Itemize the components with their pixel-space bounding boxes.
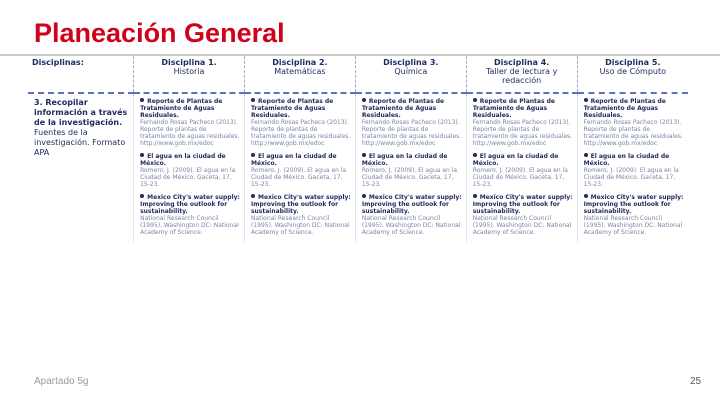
reference-body: National Research Council (1995). Washington DC: National Academy of Science. bbox=[361, 215, 461, 236]
bullet-icon bbox=[362, 153, 366, 157]
reference-title: El agua en la ciudad de México. bbox=[472, 153, 559, 167]
reference-body: Romero, J. (2009). El agua en la Ciudad de México. Gaceta, 17, 15-23. bbox=[583, 167, 679, 188]
reference-title: El agua en la ciudad de México. bbox=[361, 153, 448, 167]
slide-title: Planeación General bbox=[34, 18, 285, 48]
header-discipline-4 bbox=[466, 56, 577, 93]
reference-item bbox=[140, 194, 240, 236]
reference-body: National Research Council (1995). Washington DC: National Academy of Science. bbox=[472, 215, 572, 236]
bullet-icon bbox=[584, 194, 588, 198]
reference-title: Mexico City's water supply: Improving the outlook for sustainability. bbox=[583, 194, 684, 215]
sources-cell-discipline-3 bbox=[355, 93, 466, 242]
discipline-name: Disciplina 3. bbox=[383, 58, 439, 67]
reference-item bbox=[584, 153, 684, 188]
discipline-name: Disciplina 2. bbox=[272, 58, 328, 67]
bullet-icon bbox=[584, 98, 588, 102]
reference-item bbox=[473, 194, 573, 236]
reference-item bbox=[251, 98, 351, 147]
reference-title: Reporte de Plantas de Tratamiento de Aguas Residuales. bbox=[250, 98, 334, 119]
reference-body: Romero, J. (2009). El agua en la Ciudad de México. Gaceta, 17, 15-23. bbox=[250, 167, 347, 188]
reference-item bbox=[251, 153, 351, 188]
header-corner bbox=[28, 56, 134, 93]
bullet-icon bbox=[473, 153, 477, 157]
planning-sheet bbox=[28, 56, 688, 383]
reference-title: Reporte de Plantas de Tratamiento de Aguas Residuales. bbox=[140, 98, 223, 119]
bullet-icon bbox=[140, 153, 144, 157]
bullet-icon bbox=[251, 98, 255, 102]
header-discipline-5 bbox=[577, 56, 688, 93]
reference-title: Reporte de Plantas de Tratamiento de Aguas Residuales. bbox=[583, 98, 666, 119]
reference-item bbox=[140, 153, 240, 188]
bullet-icon bbox=[251, 194, 255, 198]
discipline-name: Disciplina 4. bbox=[493, 58, 550, 67]
bullet-icon bbox=[251, 153, 255, 157]
sources-cell-discipline-2 bbox=[244, 93, 355, 242]
reference-item bbox=[584, 194, 684, 236]
bullet-icon bbox=[473, 194, 477, 198]
reference-body: National Research Council (1995). Washington DC: National Academy of Science. bbox=[250, 215, 350, 236]
discipline-name: Disciplina 5. bbox=[605, 58, 661, 67]
reference-body: National Research Council (1995). Washington DC: National Academy of Science. bbox=[583, 215, 683, 236]
reference-body: National Research Council (1995). Washington DC: National Academy of Science. bbox=[140, 215, 239, 236]
reference-title: El agua en la ciudad de México. bbox=[140, 153, 226, 167]
reference-title: Mexico City's water supply: Improving the outlook for sustainability. bbox=[361, 194, 462, 215]
sources-cell-discipline-5 bbox=[577, 93, 688, 242]
page-number: 25 bbox=[690, 376, 702, 387]
row-label-text: Fuentes de la investigación. Formato APA bbox=[34, 128, 126, 157]
reference-body: Fernando Rosas Pacheco (2013). Reporte de plantas de tratamiento de aguas residuales. http://www.gob.mx/edoc bbox=[361, 119, 462, 147]
reference-item bbox=[584, 98, 684, 147]
reference-item bbox=[362, 194, 462, 236]
reference-body: Fernando Rosas Pacheco (2013). Reporte de plantas de tratamiento de aguas residuales. http://www.gob.mx/edoc bbox=[250, 119, 351, 147]
row-label-heading: 3. Recopilar información a través de la investigación. bbox=[34, 98, 128, 127]
reference-body: Fernando Rosas Pacheco (2013). Reporte de plantas de tratamiento de aguas residuales. http://www.gob.mx/edoc bbox=[583, 119, 683, 147]
reference-item bbox=[473, 98, 573, 147]
discipline-subject: Uso de Cómputo bbox=[599, 67, 667, 76]
header-row bbox=[28, 56, 688, 93]
reference-body: Romero, J. (2009). El agua en la Ciudad de México. Gaceta, 17, 15-23. bbox=[472, 167, 568, 188]
reference-title: Mexico City's water supply: Improving the outlook for sustainability. bbox=[140, 194, 240, 215]
reference-body: Romero, J. (2009). El agua en la Ciudad de México. Gaceta, 17, 15-23. bbox=[140, 167, 236, 188]
bullet-icon bbox=[362, 194, 366, 198]
reference-item bbox=[473, 153, 573, 188]
reference-body: Romero, J. (2009). El agua en la Ciudad de México. Gaceta, 17, 15-23. bbox=[361, 167, 458, 188]
reference-item bbox=[362, 98, 462, 147]
header-corner-label: Disciplinas: bbox=[32, 58, 84, 67]
reference-title: El agua en la ciudad de México. bbox=[583, 153, 670, 167]
planning-table bbox=[28, 56, 688, 242]
row-label-cell bbox=[28, 93, 134, 242]
discipline-subject: Historia bbox=[173, 67, 205, 76]
bullet-icon bbox=[584, 153, 588, 157]
bullet-icon bbox=[140, 194, 144, 198]
reference-item bbox=[362, 153, 462, 188]
bullet-icon bbox=[473, 98, 477, 102]
header-discipline-3 bbox=[355, 56, 466, 93]
bullet-icon bbox=[362, 98, 366, 102]
footer-section-label: Apartado 5g bbox=[34, 376, 89, 387]
row-label bbox=[34, 98, 129, 158]
discipline-subject: Taller de lectura y redacción bbox=[485, 67, 558, 85]
reference-item bbox=[140, 98, 240, 147]
sources-cell-discipline-1 bbox=[134, 93, 245, 242]
reference-title: Mexico City's water supply: Improving the outlook for sustainability. bbox=[250, 194, 351, 215]
reference-title: Reporte de Plantas de Tratamiento de Aguas Residuales. bbox=[361, 98, 445, 119]
bullet-icon bbox=[140, 98, 144, 102]
discipline-subject: Matemáticas bbox=[274, 67, 326, 76]
reference-title: El agua en la ciudad de México. bbox=[250, 153, 337, 167]
reference-title: Reporte de Plantas de Tratamiento de Aguas Residuales. bbox=[472, 98, 555, 119]
reference-body: Fernando Rosas Pacheco (2013). Reporte de plantas de tratamiento de aguas residuales. http://www.gob.mx/edoc bbox=[140, 119, 240, 147]
discipline-name: Disciplina 1. bbox=[161, 58, 217, 67]
reference-title: Mexico City's water supply: Improving the outlook for sustainability. bbox=[472, 194, 573, 215]
header-discipline-2 bbox=[244, 56, 355, 93]
discipline-subject: Química bbox=[394, 67, 428, 76]
header-discipline-1 bbox=[134, 56, 245, 93]
reference-body: Fernando Rosas Pacheco (2013). Reporte de plantas de tratamiento de aguas residuales. http://www.gob.mx/edoc bbox=[472, 119, 573, 147]
sources-cell-discipline-4 bbox=[466, 93, 577, 242]
sources-row bbox=[28, 93, 688, 242]
reference-item bbox=[251, 194, 351, 236]
